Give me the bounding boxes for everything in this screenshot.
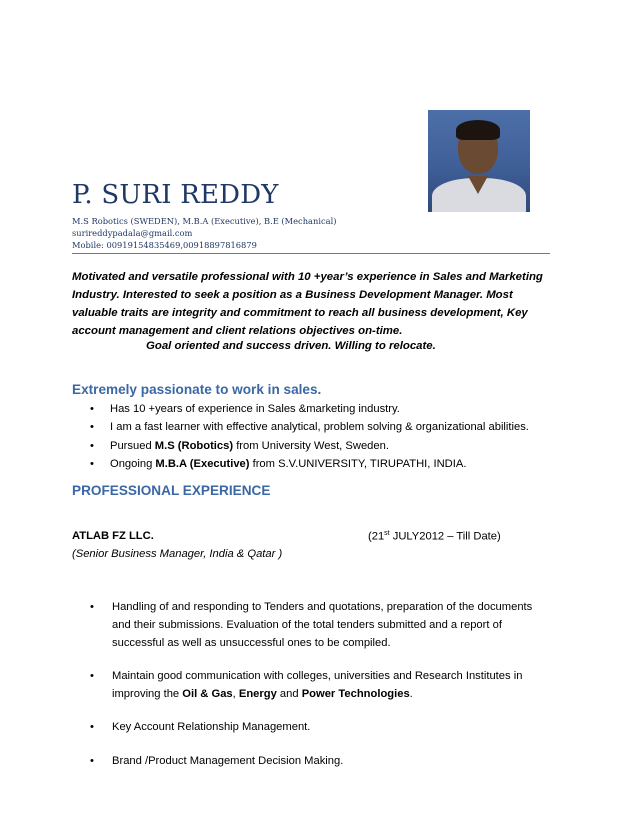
passion-item <box>72 455 529 473</box>
bullet-icon: • <box>90 439 94 452</box>
task-item <box>72 718 550 736</box>
task-item <box>72 752 550 770</box>
employment-dates <box>368 530 501 543</box>
photo-hair <box>456 120 500 140</box>
summary-tagline: Goal oriented and success driven. Willing to relocate. <box>146 340 436 352</box>
task-bold: Power Technologies <box>301 688 410 700</box>
passion-item-text: Pursued <box>110 439 155 452</box>
summary-paragraph: Motivated and versatile professional with 10 +year’s experience in Sales and Marketing Industry. Interested to seek a position as a Business Development Manager. Most valuable traits are integrity and commitment to reach all business development, Key account management and client relations objectives on-time. <box>72 271 543 337</box>
bullet-icon: • <box>90 670 94 682</box>
task-text-part: Maintain good communication with colleges, universities and Research Institutes in improving the <box>112 670 523 700</box>
company-name: ATLAB FZ LLC. <box>72 530 154 542</box>
dates-ordinal: st <box>384 530 390 537</box>
dates-start: (21 <box>368 530 385 543</box>
passion-list <box>72 400 529 473</box>
profile-photo <box>428 110 530 212</box>
task-text: Handling of and responding to Tenders and quotations, preparation of the documents and their submissions. Evaluation of the total tenders submitted and a report of successful as well as unsuccessful ones to be compiled. <box>112 601 533 649</box>
experience-heading: PROFESSIONAL EXPERIENCE <box>72 483 271 498</box>
task-item <box>72 598 550 652</box>
task-text: Brand /Product Management Decision Making. <box>112 755 344 767</box>
candidate-name: P. SURI REDDY <box>72 180 279 210</box>
passion-item-bold: M.B.A (Executive) <box>155 457 250 470</box>
bullet-icon: • <box>90 457 94 470</box>
passion-heading: Extremely passionate to work in sales. <box>72 382 322 397</box>
task-item <box>72 667 550 703</box>
task-text-part: and <box>276 688 302 700</box>
passion-item <box>72 418 529 436</box>
dates-end: JULY2012 – Till Date) <box>389 530 501 543</box>
task-text-part: . <box>409 688 413 700</box>
passion-item-text: from University West, Sweden. <box>233 439 389 452</box>
bullet-icon: • <box>90 601 94 613</box>
passion-item-text: I am a fast learner with effective analytical, problem solving & organizational abilities. <box>110 421 529 434</box>
passion-item-bold: M.S (Robotics) <box>154 439 234 452</box>
mobile-line: Mobile: 00919154835469,00918897816879 <box>72 240 257 250</box>
job-role: (Senior Business Manager, India & Qatar ) <box>72 548 283 560</box>
passion-item <box>72 437 529 455</box>
task-text <box>112 667 550 703</box>
bullet-icon: • <box>90 755 94 767</box>
bullet-icon: • <box>90 721 94 733</box>
email-line[interactable]: surireddypadala@gmail.com <box>72 228 193 238</box>
task-text-part: , <box>232 688 239 700</box>
bullet-icon: • <box>90 421 94 434</box>
header-divider <box>72 253 550 254</box>
degrees-line: M.S Robotics (SWEDEN), M.B.A (Executive), B.E (Mechanical) <box>72 216 337 226</box>
passion-item-text: from S.V.UNIVERSITY, TIRUPATHI, INDIA. <box>249 457 467 470</box>
task-bold: Oil & Gas <box>182 688 233 700</box>
passion-item-text: Ongoing <box>110 457 156 470</box>
passion-item-text: Has 10 +years of experience in Sales &marketing industry. <box>110 403 400 415</box>
bullet-icon: • <box>90 403 94 415</box>
task-text: Key Account Relationship Management. <box>112 721 311 733</box>
task-bold: Energy <box>238 688 277 700</box>
passion-item <box>72 400 529 418</box>
